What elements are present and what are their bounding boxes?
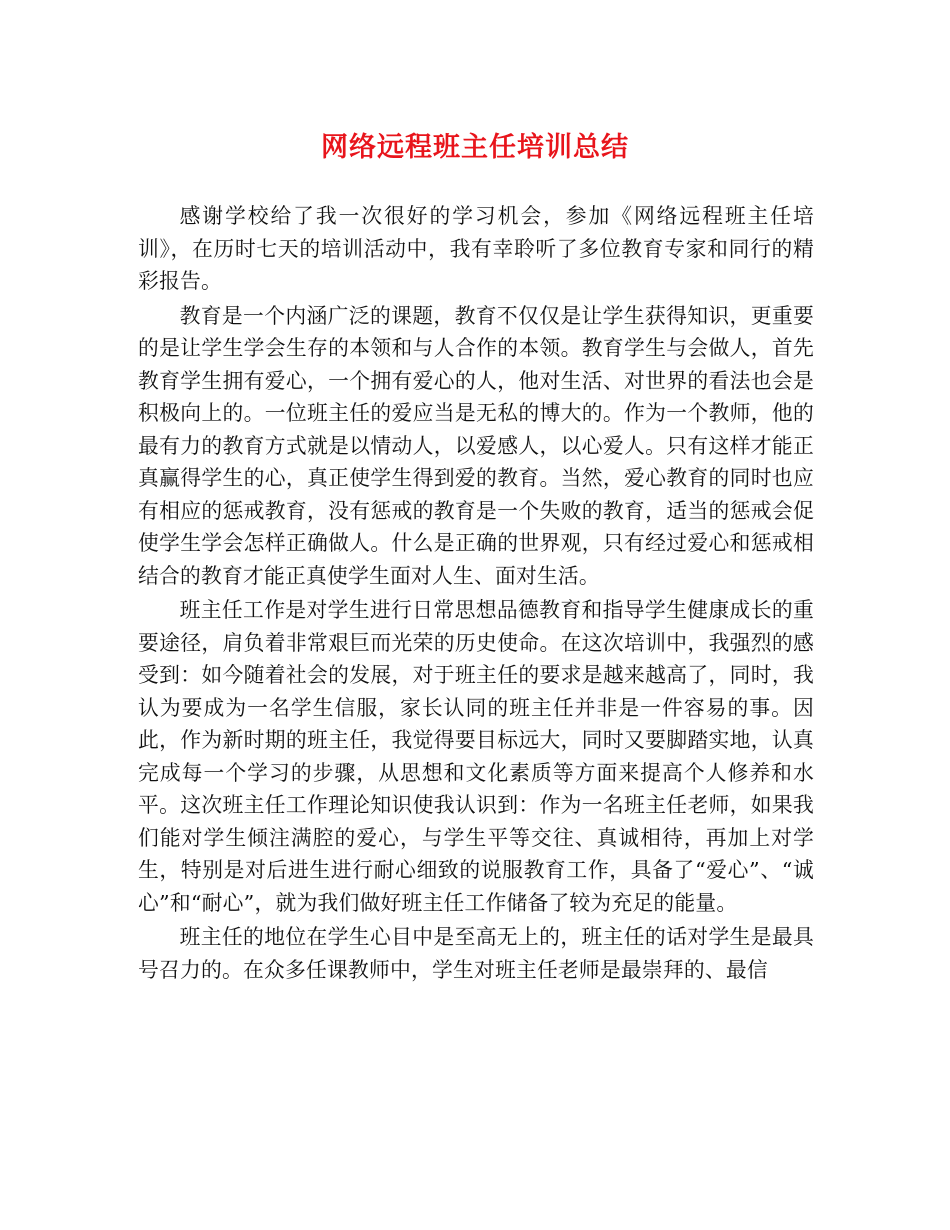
paragraph-4: 班主任的地位在学生心目中是至高无上的，班主任的话对学生是最具号召力的。在众多任课教师中，学生对班主任老师是最崇拜的、最信 bbox=[138, 925, 814, 982]
paragraph-2: 教育是一个内涵广泛的课题，教育不仅仅是让学生获得知识，更重要的是让学生学会生存的本领和与人合作的本领。教育学生与会做人，首先教育学生拥有爱心，一个拥有爱心的人，他对生活、对世界的看法也会是积极向上的。一位班主任的爱应当是无私的博大的。作为一个教师，他的最有力的教育方式就是以情动人，以爱感人，以心爱人。只有这样才能正真赢得学生的心，真正使学生得到爱的教育。当然，爱心教育的同时也应有相应的惩戒教育，没有惩戒的教育是一个失败的教育，适当的惩戒会促使学生学会怎样正确做人。什么是正确的世界观，只有经过爱心和惩戒相结合的教育才能正真使学生面对人生、面对生活。 bbox=[138, 303, 814, 588]
document-title: 网络远程班主任培训总结 bbox=[321, 132, 629, 163]
paragraph-3: 班主任工作是对学生进行日常思想品德教育和指导学生健康成长的重要途径，肩负着非常艰巨而光荣的历史使命。在这次培训中，我强烈的感受到：如今随着社会的发展，对于班主任的要求是越来越高了，同时，我认为要成为一名学生信服，家长认同的班主任并非是一件容易的事。因此，作为新时期的班主任，我觉得要目标远大，同时又要脚踏实地，认真完成每一个学习的步骤，从思想和文化素质等方面来提高个人修养和水平。这次班主任工作理论知识使我认识到：作为一名班主任老师，如果我们能对学生倾注满腔的爱心，与学生平等交往、真诚相待，再加上对学生，特别是对后进生进行耐心细致的说服教育工作，具备了“爱心”、“诚心”和“耐心”，就为我们做好班主任工作储备了较为充足的能量。 bbox=[138, 598, 814, 915]
paragraph-1: 感谢学校给了我一次很好的学习机会，参加《网络远程班主任培训》，在历时七天的培训活动中，我有幸聆听了多位教育专家和同行的精彩报告。 bbox=[138, 204, 814, 293]
document-body bbox=[138, 200, 814, 988]
